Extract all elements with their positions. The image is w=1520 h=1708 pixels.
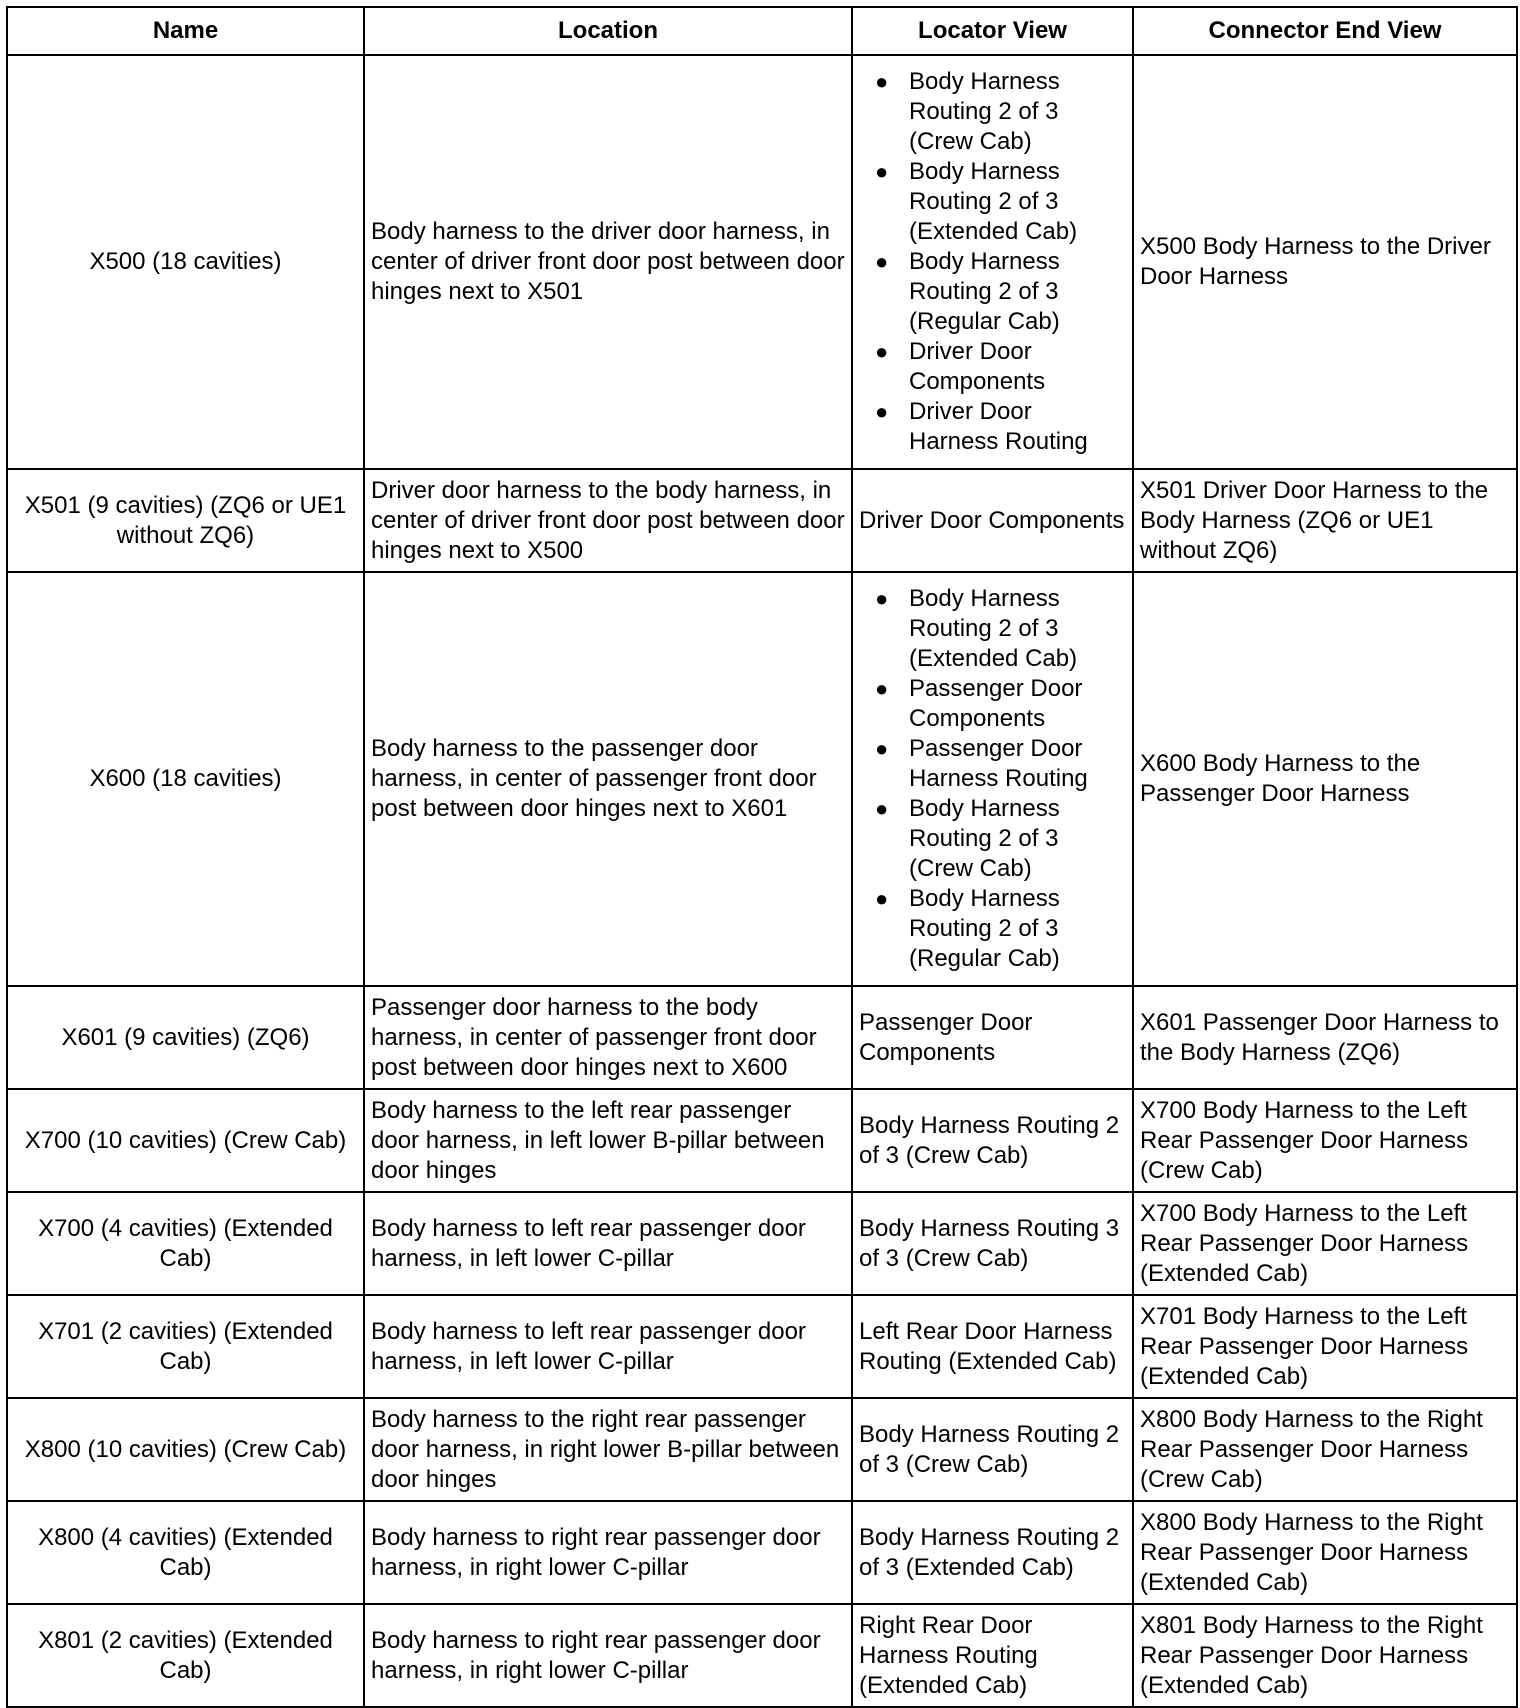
connector-location: Body harness to left rear passenger door harness, in left lower C-pillar xyxy=(364,1192,852,1295)
header-name: Name xyxy=(7,7,364,55)
locator-view-item: ● Body Harness Routing 2 of 3 (Crew Cab) xyxy=(859,67,1126,157)
header-location: Location xyxy=(364,7,852,55)
connector-table xyxy=(6,6,1518,1708)
table-row xyxy=(7,986,1517,1089)
connector-end-view: X801 Body Harness to the Right Rear Passenger Door Harness (Extended Cab) xyxy=(1133,1604,1517,1707)
locator-view-item: ● Body Harness Routing 2 of 3 (Regular Cab) xyxy=(859,247,1126,337)
connector-location: Driver door harness to the body harness, in center of driver front door post between door hinges next to X500 xyxy=(364,469,852,572)
connector-table-container xyxy=(6,6,1516,1708)
connector-location: Body harness to left rear passenger door harness, in left lower C-pillar xyxy=(364,1295,852,1398)
connector-end-view: X700 Body Harness to the Left Rear Passenger Door Harness (Extended Cab) xyxy=(1133,1192,1517,1295)
table-row xyxy=(7,1398,1517,1501)
connector-name: X500 (18 cavities) xyxy=(7,55,364,469)
connector-name: X600 (18 cavities) xyxy=(7,572,364,986)
connector-location: Body harness to the driver door harness, in center of driver front door post between door hinges next to X501 xyxy=(364,55,852,469)
table-row xyxy=(7,1089,1517,1192)
connector-name: X801 (2 cavities) (Extended Cab) xyxy=(7,1604,364,1707)
locator-view: Passenger Door Components xyxy=(852,986,1133,1089)
connector-location: Body harness to the right rear passenger door harness, in right lower B-pillar between door hinges xyxy=(364,1398,852,1501)
header-row xyxy=(7,7,1517,55)
locator-view-item: ● Driver Door Components xyxy=(859,337,1126,397)
header-connector-end-view: Connector End View xyxy=(1133,7,1517,55)
locator-view: Body Harness Routing 2 of 3 (Extended Cab) xyxy=(852,1501,1133,1604)
connector-location: Body harness to right rear passenger door harness, in right lower C-pillar xyxy=(364,1501,852,1604)
connector-name: X700 (10 cavities) (Crew Cab) xyxy=(7,1089,364,1192)
locator-view-item: ● Body Harness Routing 2 of 3 (Crew Cab) xyxy=(859,794,1126,884)
locator-view-item: ● Body Harness Routing 2 of 3 (Extended Cab) xyxy=(859,584,1126,674)
locator-view-item: ● Body Harness Routing 2 of 3 (Extended Cab) xyxy=(859,157,1126,247)
connector-name: X800 (10 cavities) (Crew Cab) xyxy=(7,1398,364,1501)
locator-view: Right Rear Door Harness Routing (Extended Cab) xyxy=(852,1604,1133,1707)
table-row xyxy=(7,469,1517,572)
connector-end-view: X701 Body Harness to the Left Rear Passenger Door Harness (Extended Cab) xyxy=(1133,1295,1517,1398)
connector-location: Body harness to the passenger door harness, in center of passenger front door post between door hinges next to X601 xyxy=(364,572,852,986)
locator-view-item: ● Passenger Door Components xyxy=(859,674,1126,734)
header-locator-view: Locator View xyxy=(852,7,1133,55)
connector-end-view: X800 Body Harness to the Right Rear Passenger Door Harness (Crew Cab) xyxy=(1133,1398,1517,1501)
connector-end-view: X600 Body Harness to the Passenger Door Harness xyxy=(1133,572,1517,986)
locator-view: Left Rear Door Harness Routing (Extended Cab) xyxy=(852,1295,1133,1398)
locator-view xyxy=(852,55,1133,469)
locator-view: Body Harness Routing 3 of 3 (Crew Cab) xyxy=(852,1192,1133,1295)
locator-view-item: ● Driver Door Harness Routing xyxy=(859,397,1126,457)
connector-name: X501 (9 cavities) (ZQ6 or UE1 without ZQ6) xyxy=(7,469,364,572)
locator-view: Driver Door Components xyxy=(852,469,1133,572)
connector-end-view: X800 Body Harness to the Right Rear Passenger Door Harness (Extended Cab) xyxy=(1133,1501,1517,1604)
locator-view-list xyxy=(859,584,1126,974)
connector-name: X700 (4 cavities) (Extended Cab) xyxy=(7,1192,364,1295)
locator-view-item: ● Body Harness Routing 2 of 3 (Regular Cab) xyxy=(859,884,1126,974)
connector-location: Body harness to right rear passenger door harness, in right lower C-pillar xyxy=(364,1604,852,1707)
locator-view-item: ● Passenger Door Harness Routing xyxy=(859,734,1126,794)
table-row xyxy=(7,1501,1517,1604)
table-row xyxy=(7,1295,1517,1398)
locator-view: Body Harness Routing 2 of 3 (Crew Cab) xyxy=(852,1398,1133,1501)
connector-name: X701 (2 cavities) (Extended Cab) xyxy=(7,1295,364,1398)
table-row xyxy=(7,572,1517,986)
table-row xyxy=(7,55,1517,469)
locator-view: Body Harness Routing 2 of 3 (Crew Cab) xyxy=(852,1089,1133,1192)
connector-end-view: X601 Passenger Door Harness to the Body Harness (ZQ6) xyxy=(1133,986,1517,1089)
locator-view-list xyxy=(859,67,1126,457)
locator-view xyxy=(852,572,1133,986)
connector-name: X601 (9 cavities) (ZQ6) xyxy=(7,986,364,1089)
connector-end-view: X700 Body Harness to the Left Rear Passenger Door Harness (Crew Cab) xyxy=(1133,1089,1517,1192)
table-row xyxy=(7,1604,1517,1707)
connector-name: X800 (4 cavities) (Extended Cab) xyxy=(7,1501,364,1604)
connector-location: Body harness to the left rear passenger door harness, in left lower B-pillar between door hinges xyxy=(364,1089,852,1192)
connector-location: Passenger door harness to the body harness, in center of passenger front door post between door hinges next to X600 xyxy=(364,986,852,1089)
connector-end-view: X501 Driver Door Harness to the Body Harness (ZQ6 or UE1 without ZQ6) xyxy=(1133,469,1517,572)
table-row xyxy=(7,1192,1517,1295)
connector-end-view: X500 Body Harness to the Driver Door Harness xyxy=(1133,55,1517,469)
